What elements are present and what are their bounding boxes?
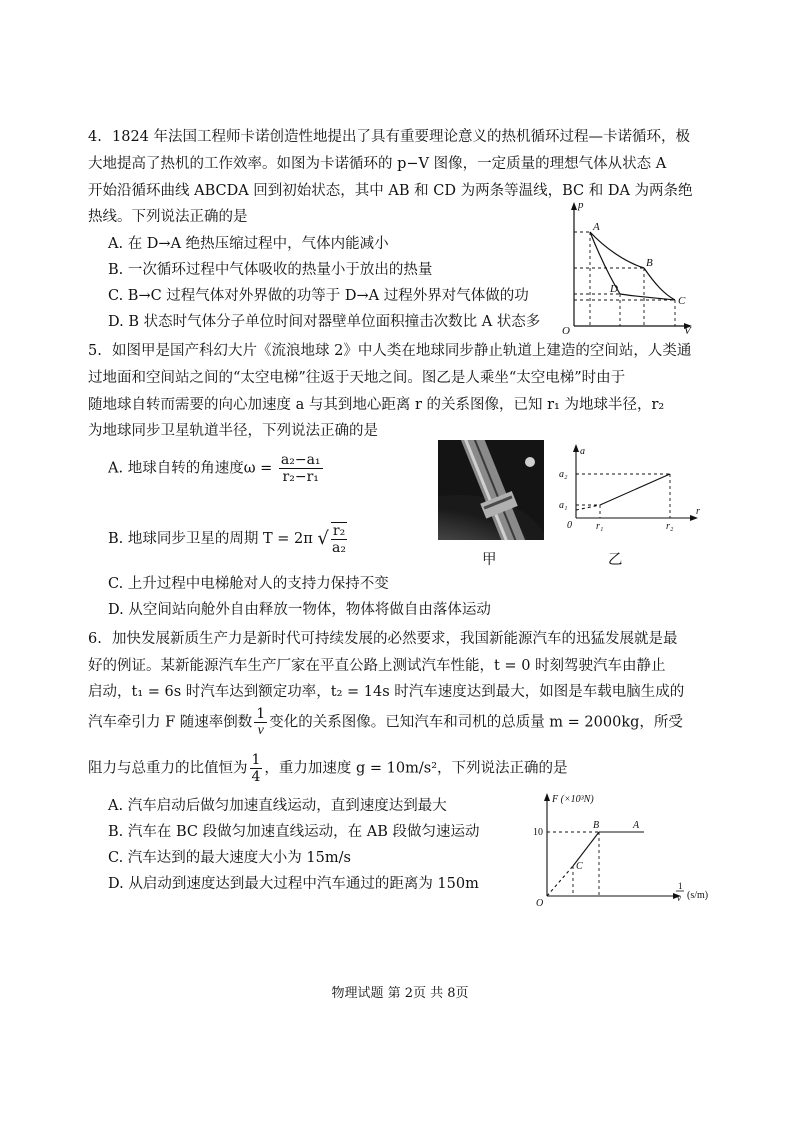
q4-label-a: A — [593, 221, 600, 233]
q6-label-o: O — [536, 898, 544, 909]
q6-option-d: D. 从启动到速度达到最大过程中汽车通过的距离为 150m — [108, 876, 479, 892]
q5-option-a-fraction — [279, 452, 323, 485]
q6-label-b: B — [593, 820, 600, 831]
q6-line4-denominator: v — [257, 723, 264, 738]
q6-label-10: 10 — [533, 827, 543, 838]
sqrt-icon: √ — [317, 528, 329, 549]
q4-option-a: A. 在 D→A 绝热压缩过程中，气体内能减小 — [108, 236, 389, 252]
q6-line5-numerator: 1 — [251, 752, 261, 768]
q5-option-b — [108, 522, 349, 556]
q6-line4-fraction — [254, 706, 267, 739]
q6-stem-line-1: 加快发展新质生产力是新时代可持续发展的必然要求，我国新能源汽车的迅猛发展就是最 — [112, 631, 678, 647]
q4-option-c: C. B→C 过程气体对外界做的功等于 D→A 过程外界对气体做的功 — [108, 288, 529, 304]
page-footer: 物理试题 第 2页 共 8页 — [331, 986, 469, 1001]
q6-label-x-den: v — [677, 893, 681, 903]
q6-label-f: F (×10³N) — [552, 794, 594, 805]
q4-number: 4. — [88, 129, 102, 145]
q6-line4-text-post: 变化的关系图像。已知汽车和司机的总质量 m = 2000kg，所受 — [269, 714, 683, 731]
q5-option-a-text: A. 地球自转的角速度ω = — [108, 460, 273, 477]
q4-label-b: B — [646, 257, 653, 269]
q5-figure-label-jia: 甲 — [482, 552, 497, 568]
q4-stem-line-2: 大地提高了热机的工作效率。如图为卡诺循环的 p−V 图像，一定质量的理想气体从状态 A — [88, 156, 667, 172]
q6-f-v-graph — [532, 788, 717, 913]
q5-ar-line — [600, 474, 670, 505]
q6-line5-text-post: ，重力加速度 g = 10m/s²，下列说法正确的是 — [264, 760, 568, 777]
q6-stem-line-2: 好的例证。某新能源汽车生产厂家在平直公路上测试汽车性能，t = 0 时刻驾驶汽车由静止 — [88, 658, 666, 674]
q5-label-r: r — [696, 506, 700, 517]
q5-label-r2: r₂ — [666, 521, 674, 532]
q6-option-b: B. 汽车在 BC 段做匀加速直线运动，在 AB 段做匀速运动 — [108, 824, 480, 840]
q5-stem-line-4: 为地球同步卫星轨道半径，下列说法正确的是 — [88, 423, 378, 439]
q5-option-b-text: B. 地球同步卫星的周期 T = 2π — [108, 531, 313, 547]
q6-option-c: C. 汽车达到的最大速度大小为 15m/s — [108, 850, 351, 866]
q5-stem-line-1: 如图甲是国产科幻大片《流浪地球 2》中人类在地球同步静止轨道上建造的空间站，人类通 — [112, 343, 692, 359]
q5-stem-line-2: 过地面和空间站之间的“太空电梯”往返于天地之间。图乙是人乘坐“太空电梯”时由于 — [88, 370, 626, 386]
q4-stem-line-1: 1824 年法国工程师卡诺创造性地提出了具有重要理论意义的热机循环过程—卡诺循环，极 — [112, 129, 691, 145]
q4-pv-diagram — [560, 196, 700, 336]
q5-ar-dashed-segment — [576, 505, 600, 510]
q4-label-d: D — [610, 283, 618, 295]
q5-option-a-denominator: r₂−r₁ — [282, 469, 319, 485]
q5-stem-line-3: 随地球自转而需要的向心加速度 a 与其到地心距离 r 的关系图像，已知 r₁ 为地球半径，r₂ — [88, 397, 665, 413]
q6-stem-line-5 — [88, 752, 568, 785]
q5-number: 5. — [88, 343, 102, 359]
q5-ar-graph — [556, 440, 706, 540]
q4-stem-line-4: 热线。下列说法正确的是 — [88, 209, 248, 225]
q4-label-o: O — [562, 325, 570, 336]
q5-label-a: a — [580, 446, 585, 457]
q4-label-c: C — [678, 295, 686, 307]
q5-option-b-denominator: a₂ — [332, 540, 347, 556]
q6-line4-text-pre: 汽车牵引力 F 随速率倒数 — [88, 714, 253, 731]
q5-label-a2: a₂ — [559, 469, 568, 480]
q6-line5-denominator: 4 — [251, 769, 261, 785]
q4-curve-bc — [644, 268, 675, 300]
q5-label-r1: r₁ — [596, 521, 604, 532]
q6-stem-line-3: 启动，t₁ = 6s 时汽车达到额定功率，t₂ = 14s 时汽车速度达到最大，如图是车载电脑生成的 — [88, 684, 685, 700]
q5-label-a1: a₁ — [559, 500, 568, 511]
q5-option-a — [108, 452, 325, 485]
q5-label-origin: 0 — [567, 520, 572, 531]
q6-label-x-num: 1 — [678, 881, 683, 891]
q4-option-d: D. B 状态时气体分子单位时间对器壁单位面积撞击次数比 A 状态多 — [108, 314, 541, 330]
q6-line4-numerator: 1 — [256, 706, 266, 722]
q5-option-a-numerator: a₂−a₁ — [280, 452, 321, 468]
q6-line5-fraction — [250, 752, 263, 785]
q6-label-a: A — [633, 820, 640, 831]
q5-option-b-fraction — [331, 522, 347, 556]
q5-photo-space-elevator — [438, 440, 544, 540]
q4-label-v: V — [684, 325, 691, 336]
q6-number: 6. — [88, 631, 102, 647]
q6-label-c: C — [576, 861, 583, 872]
q6-option-a: A. 汽车启动后做匀加速直线运动，直到速度达到最大 — [108, 798, 447, 814]
q6-stem-line-4 — [88, 706, 683, 739]
q5-option-b-numerator: r₂ — [332, 523, 346, 539]
moon-shape — [525, 457, 535, 467]
q6-label-x-unit: (s/m) — [687, 890, 709, 901]
q6-line5-text-pre: 阻力与总重力的比值恒为 — [88, 760, 248, 777]
q4-stem-line-3: 开始沿循环曲线 ABCDA 回到初始状态，其中 AB 和 CD 为两条等温线，BC 和 DA 为两条绝 — [88, 183, 693, 199]
q6-dashed-oc — [547, 866, 573, 896]
q4-label-p: p — [578, 199, 584, 211]
q4-option-b: B. 一次循环过程中气体吸收的热量小于放出的热量 — [108, 262, 433, 278]
q5-option-c: C. 上升过程中电梯舱对人的支持力保持不变 — [108, 576, 389, 592]
q5-option-d: D. 从空间站向舱外自由释放一物体，物体将做自由落体运动 — [108, 602, 491, 618]
q5-figure-label-yi: 乙 — [608, 552, 623, 568]
